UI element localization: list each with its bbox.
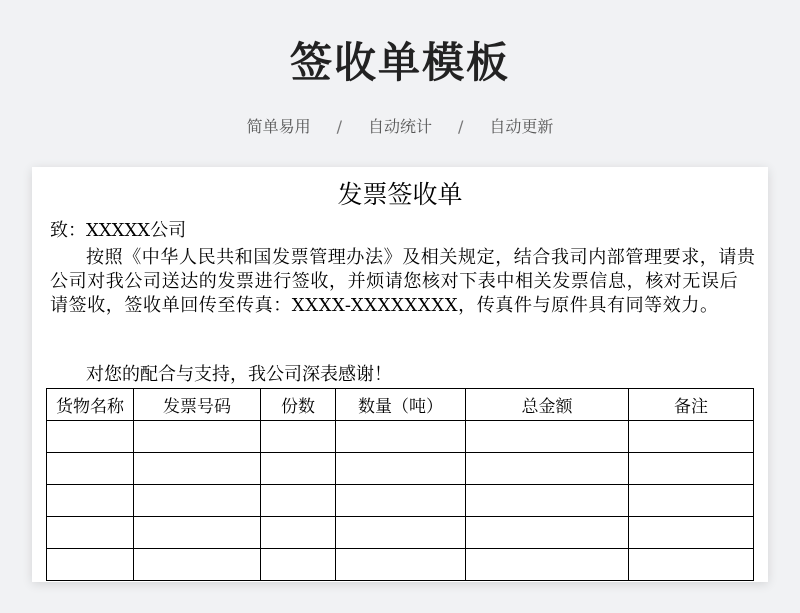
table-cell[interactable] xyxy=(629,421,754,453)
header-copies: 份数 xyxy=(261,389,336,421)
table-cell[interactable] xyxy=(336,421,466,453)
table-cell[interactable] xyxy=(47,453,134,485)
table-cell[interactable] xyxy=(336,517,466,549)
table-cell[interactable] xyxy=(466,421,629,453)
body-paragraph: 按照《中华人民共和国发票管理办法》及相关规定，结合我司内部管理要求，请贵公司对我公司送达的发票进行签收，并烦请您核对下表中相关发票信息，核对无误后请签收，签收单回传至传真：XXXX-XXXXXXXX，传真件与原件具有同等效力。 xyxy=(50,247,756,316)
table-cell[interactable] xyxy=(336,485,466,517)
table-cell[interactable] xyxy=(629,485,754,517)
thanks-line: 对您的配合与支持，我公司深表感谢！ xyxy=(86,364,392,385)
table-cell[interactable] xyxy=(134,421,261,453)
table-cell[interactable] xyxy=(336,549,466,581)
table-cell[interactable] xyxy=(134,453,261,485)
table-cell[interactable] xyxy=(134,517,261,549)
table-cell[interactable] xyxy=(466,517,629,549)
table-cell[interactable] xyxy=(629,517,754,549)
table-cell[interactable] xyxy=(47,517,134,549)
table-header-row xyxy=(47,389,754,421)
header-remarks: 备注 xyxy=(629,389,754,421)
table-cell[interactable] xyxy=(629,453,754,485)
table-cell[interactable] xyxy=(466,453,629,485)
invoice-table xyxy=(46,388,754,581)
table-row xyxy=(47,517,754,549)
table-row xyxy=(47,453,754,485)
table-cell[interactable] xyxy=(261,421,336,453)
table-cell[interactable] xyxy=(47,485,134,517)
tag-easy-to-use: 简单易用 xyxy=(246,117,311,136)
tag-separator: / xyxy=(458,117,464,136)
table-cell[interactable] xyxy=(261,453,336,485)
tag-auto-update: 自动更新 xyxy=(489,117,554,136)
table-cell[interactable] xyxy=(466,485,629,517)
table-cell[interactable] xyxy=(466,549,629,581)
table-cell[interactable] xyxy=(261,549,336,581)
table-cell[interactable] xyxy=(261,517,336,549)
document-title: 发票签收单 xyxy=(337,180,463,209)
tag-auto-statistics: 自动统计 xyxy=(367,117,432,136)
table-cell[interactable] xyxy=(134,485,261,517)
header-quantity-tons: 数量（吨） xyxy=(336,389,466,421)
header-invoice-number: 发票号码 xyxy=(134,389,261,421)
table-cell[interactable] xyxy=(261,485,336,517)
page-title: 签收单模板 xyxy=(289,38,510,87)
document-sheet xyxy=(32,167,768,582)
table-cell[interactable] xyxy=(134,549,261,581)
feature-tagline xyxy=(0,114,800,137)
table-cell[interactable] xyxy=(629,549,754,581)
tag-separator: / xyxy=(336,117,342,136)
header-total-amount: 总金额 xyxy=(466,389,629,421)
header-goods-name: 货物名称 xyxy=(47,389,134,421)
addressee-line: 致：XXXXX公司 xyxy=(50,220,187,241)
table-cell[interactable] xyxy=(336,453,466,485)
table-row xyxy=(47,485,754,517)
table-cell[interactable] xyxy=(47,421,134,453)
table-row xyxy=(47,549,754,581)
table-row xyxy=(47,421,754,453)
table-cell[interactable] xyxy=(47,549,134,581)
